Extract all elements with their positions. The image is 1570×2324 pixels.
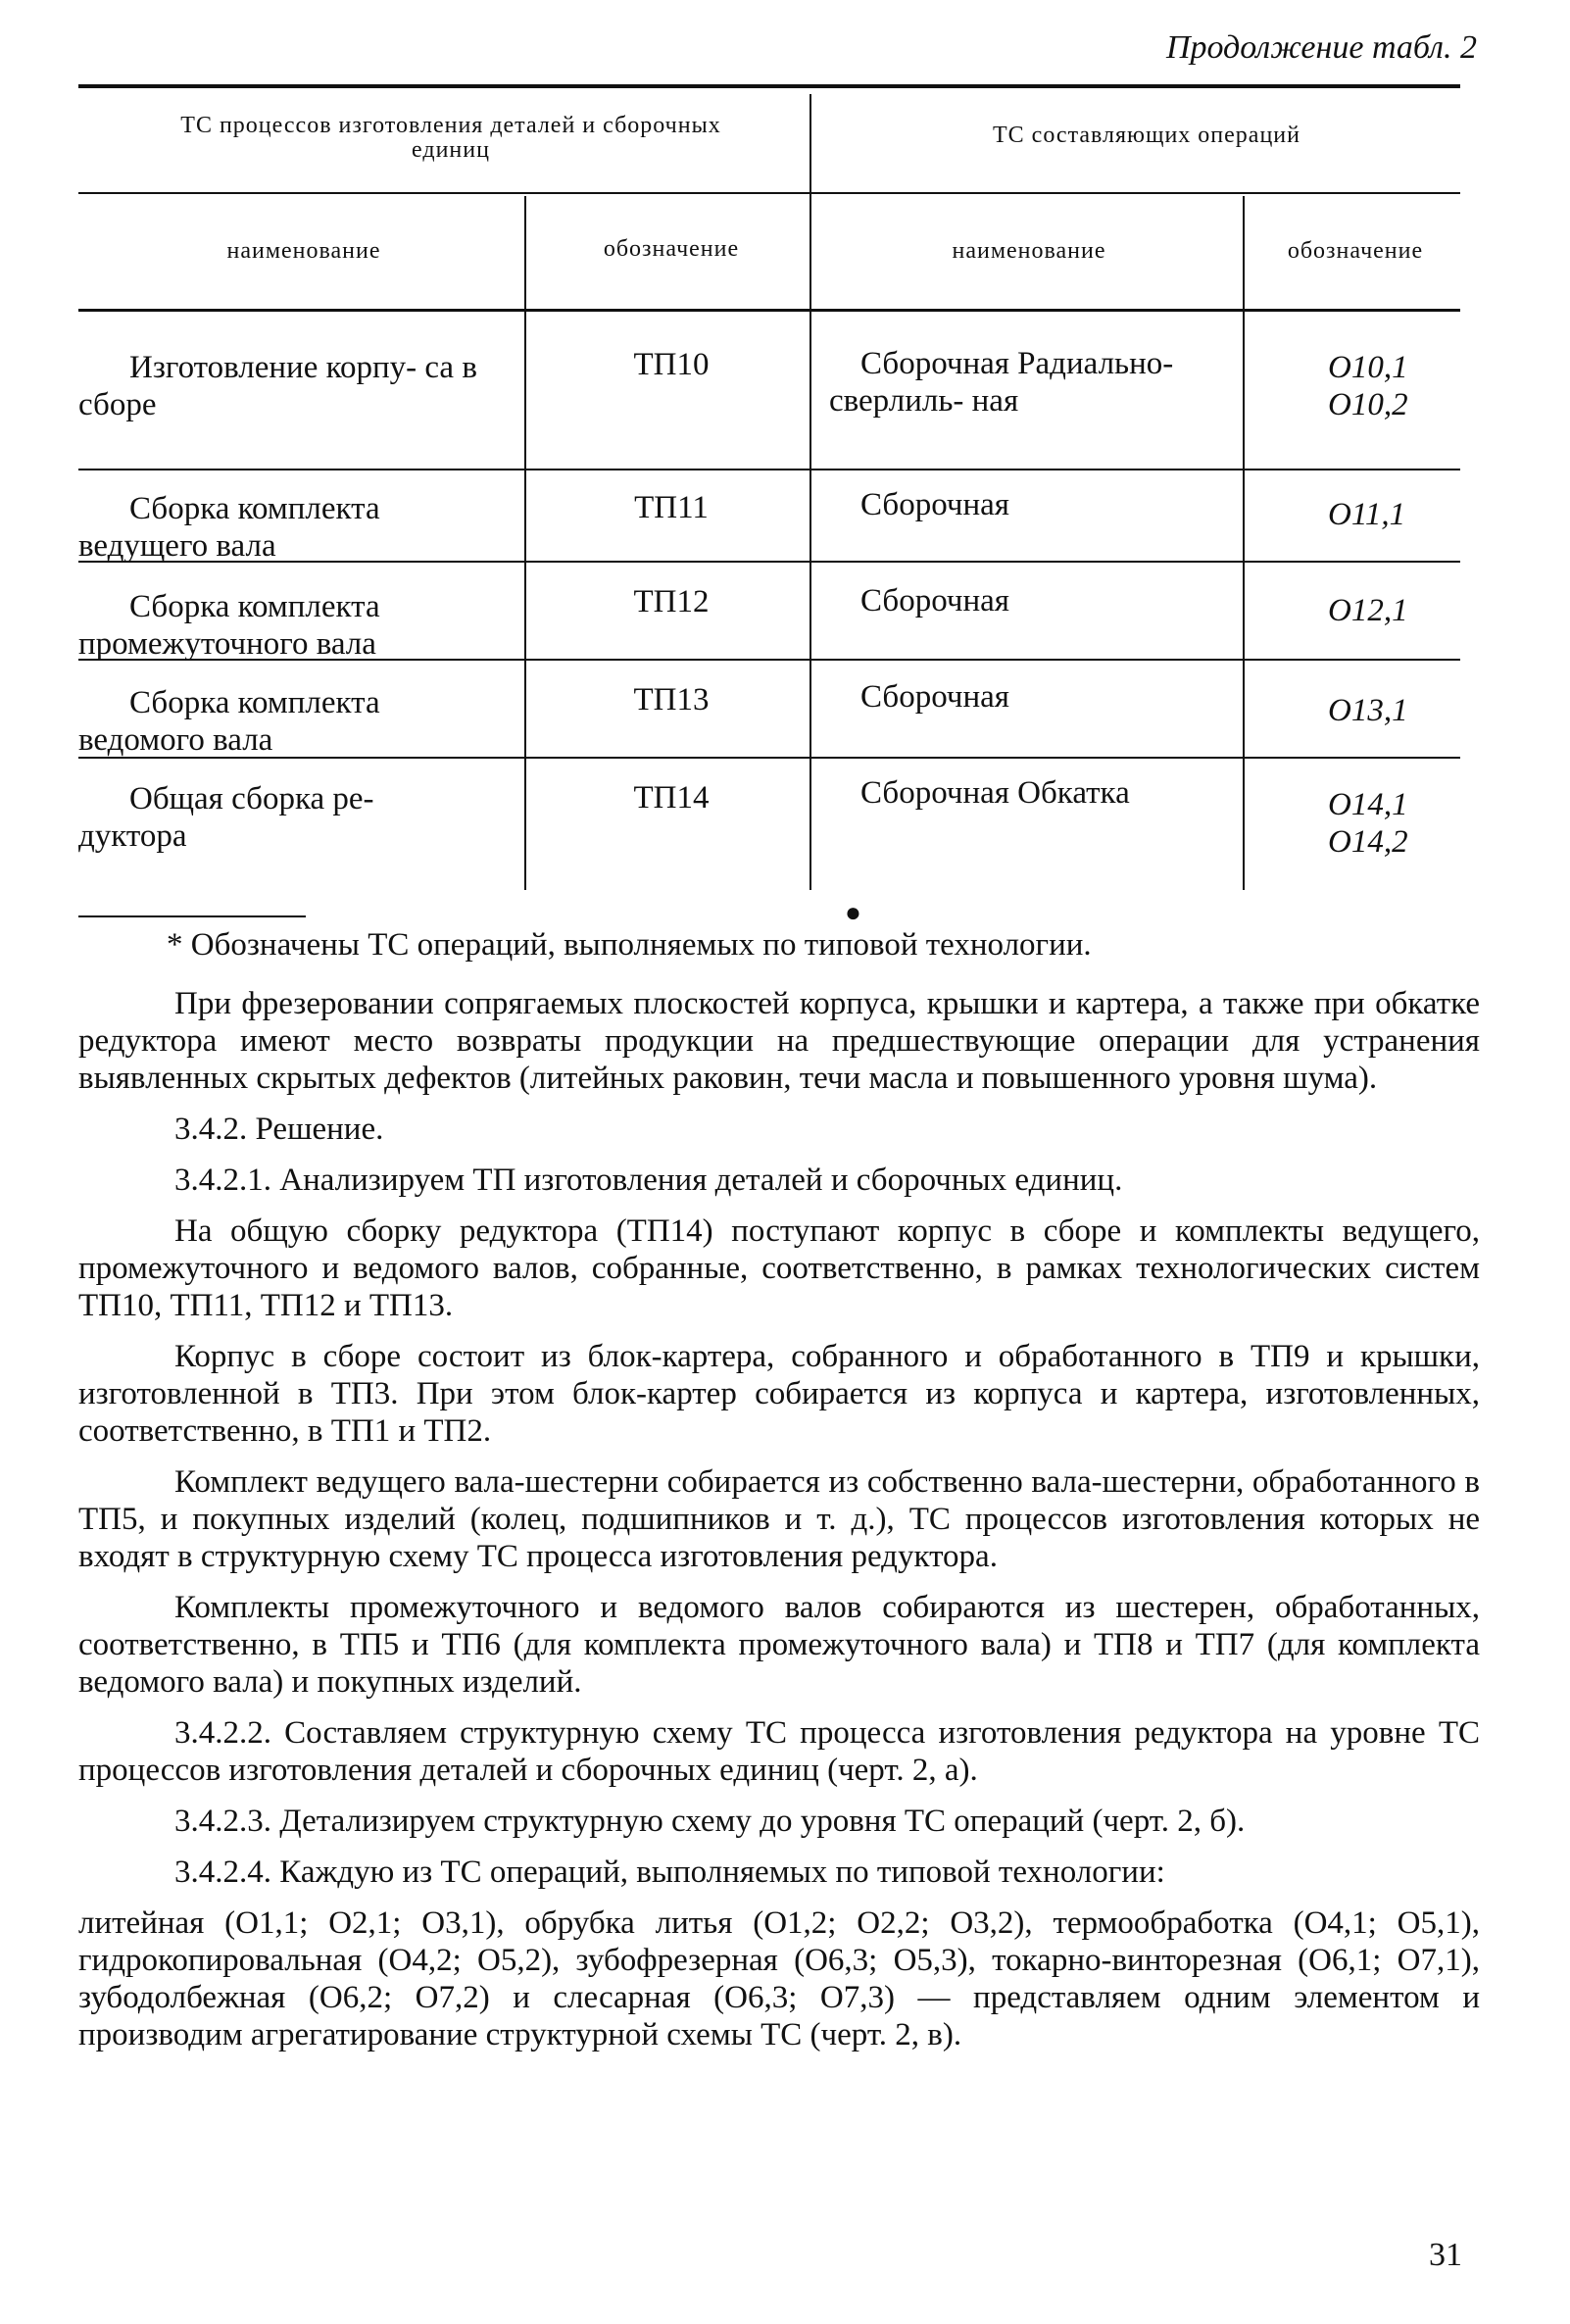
row-operation-codes: O13,1 bbox=[1328, 693, 1408, 728]
body-text bbox=[78, 985, 1480, 2067]
row-process-name: Сборка комплекта промежуточного вала bbox=[78, 589, 380, 662]
row-process-name: Изготовление корпу- са в сборе bbox=[78, 350, 477, 422]
table-divider-main bbox=[810, 94, 811, 890]
paragraph: 3.4.2.2. Составляем структурную схему ТС процесса изготовления редуктора на уровне ТС процессов изготовления деталей и сборочных единиц (черт. 2, а). bbox=[78, 1715, 1480, 1788]
row-process-code: ТП10 bbox=[633, 347, 710, 382]
subheader-designation-2: обозначение bbox=[1287, 238, 1424, 264]
row-rule bbox=[78, 469, 1460, 470]
paragraph: литейная (O1,1; O2,1; O3,1), обрубка литья (O1,2; O2,2; O3,2), термообработка (O4,1; O5,1), гидрокопировальная (O4,2; O5,2), зубофрезерная (O6,3; O5,3), токарно-винторезная (O6,1; O7,1), зубодолбежная (O6,2; O7,2) и слесарная (O6,3; O7,3) — представляем одним элементом и производим агрегатирование структурной схемы ТС (черт. 2, в). bbox=[78, 1905, 1480, 2052]
row-process-code: ТП11 bbox=[634, 490, 709, 525]
subheader-name-2: наименование bbox=[952, 238, 1106, 264]
row-process-code: ТП12 bbox=[633, 584, 710, 619]
table-divider-left bbox=[524, 196, 526, 890]
row-operation-codes: O12,1 bbox=[1328, 593, 1408, 628]
row-operations: Сборочная bbox=[860, 583, 1009, 618]
row-operations: Сборочная bbox=[860, 679, 1009, 715]
row-process-code: ТП14 bbox=[633, 780, 710, 816]
row-operations: Сборочная bbox=[860, 487, 1009, 522]
paragraph: На общую сборку редуктора (ТП14) поступают корпус в сборе и комплекты ведущего, промежуточного и ведомого валов, собранные, соответственно, в рамках технологических систем ТП10, ТП11, ТП12 и ТП13. bbox=[78, 1213, 1480, 1323]
paragraph: При фрезеровании сопрягаемых плоскостей корпуса, крышки и картера, а также при обкатке редуктора имеют место возвраты продукции на предшествующие операции для устранения выявленных скрытых дефектов (литейных раковин, течи масла и повышенного уровня шума). bbox=[78, 986, 1480, 1096]
table-divider-right bbox=[1243, 196, 1245, 890]
footnote: * Обозначены ТС операций, выполняемых по типовой технологии. bbox=[167, 927, 1092, 963]
header-rule-2 bbox=[78, 309, 1460, 312]
paragraph: 3.4.2.4. Каждую из ТС операций, выполняемых по типовой технологии: bbox=[174, 1854, 1165, 1890]
row-process-name: Сборка комплекта ведомого вала bbox=[78, 685, 380, 758]
paragraph: Комплект ведущего вала-шестерни собирается из собственно вала-шестерни, обработанного в ТП5, и покупных изделий (колец, подшипников и т. д.), ТС процессов изготовления которых не входят в структурную схему ТС процесса изготовления редуктора. bbox=[78, 1464, 1480, 1574]
row-process-code: ТП13 bbox=[633, 682, 710, 717]
row-operations: Сборочная Радиально-сверлиль- ная bbox=[829, 346, 1174, 419]
paragraph: Корпус в сборе состоит из блок-картера, собранного и обработанного в ТП9 и крышки, изготовленной в ТП3. При этом блок-картер собирается из корпуса и картера, изготовленных, соответственно, в ТП1 и ТП2. bbox=[78, 1339, 1480, 1449]
paragraph: 3.4.2.3. Детализируем структурную схему до уровня ТС операций (черт. 2, б). bbox=[174, 1804, 1246, 1839]
header-rule-1 bbox=[78, 192, 1460, 194]
subheader-designation-1: обозначение bbox=[603, 236, 740, 262]
row-operation-codes: O11,1 bbox=[1328, 497, 1406, 532]
page-number: 31 bbox=[1429, 2237, 1462, 2273]
group-header-operations: ТС составляющих операций bbox=[993, 123, 1300, 148]
row-operation-codes: O14,1 O14,2 bbox=[1328, 787, 1408, 860]
paragraph: 3.4.2.1. Анализируем ТП изготовления деталей и сборочных единиц. bbox=[174, 1162, 1123, 1198]
table-top-rule bbox=[78, 84, 1460, 88]
paragraph: Комплекты промежуточного и ведомого валов собираются из шестерен, обработанных, соответственно, в ТП5 и ТП6 (для комплекта промежуточного вала) и ТП8 и ТП7 (для комплекта ведомого вала) и покупных изделий. bbox=[78, 1590, 1480, 1700]
row-process-name: Сборка комплекта ведущего вала bbox=[78, 491, 380, 564]
row-operations: Сборочная Обкатка bbox=[860, 775, 1130, 811]
subheader-name-1: наименование bbox=[226, 238, 381, 264]
footnote-rule bbox=[78, 915, 306, 917]
group-header-processes: ТС процессов изготовления деталей и сборочных единиц bbox=[180, 113, 721, 164]
row-process-name: Общая сборка ре- дуктора bbox=[78, 781, 374, 854]
bullet-mark: ● bbox=[845, 898, 861, 928]
table-caption: Продолжение табл. 2 bbox=[1165, 29, 1477, 66]
paragraph: 3.4.2. Решение. bbox=[174, 1112, 384, 1147]
row-operation-codes: O10,1 O10,2 bbox=[1328, 350, 1408, 422]
